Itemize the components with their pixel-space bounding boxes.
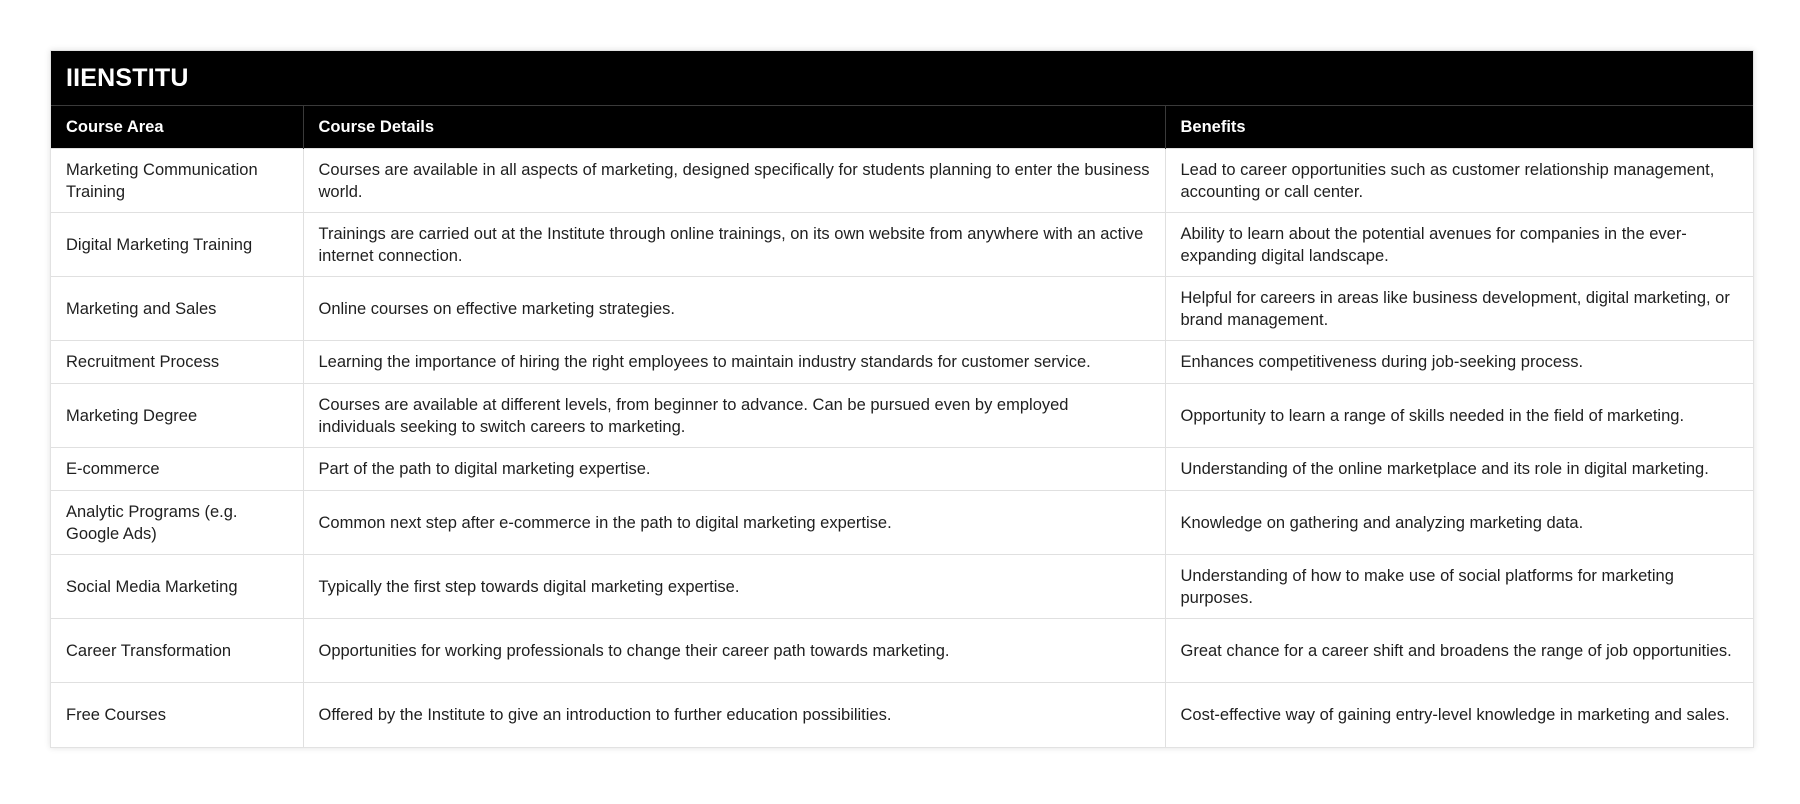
benefits-cell: Lead to career opportunities such as customer relationship management, accounting or call center. xyxy=(1165,149,1753,213)
course-area-cell: E-commerce xyxy=(51,448,303,491)
column-header-course-area: Course Area xyxy=(51,106,303,149)
course-details-cell: Common next step after e-commerce in the path to digital marketing expertise. xyxy=(303,491,1165,555)
course-details-cell: Trainings are carried out at the Institute through online trainings, on its own website from anywhere with an active internet connection. xyxy=(303,213,1165,277)
table-row xyxy=(51,619,1753,683)
course-details-cell: Offered by the Institute to give an introduction to further education possibilities. xyxy=(303,683,1165,747)
course-details-cell: Courses are available at different levels, from beginner to advance. Can be pursued even by employed individuals seeking to switch careers to marketing. xyxy=(303,384,1165,448)
table-row xyxy=(51,448,1753,491)
course-area-cell: Free Courses xyxy=(51,683,303,747)
course-area-cell: Career Transformation xyxy=(51,619,303,683)
benefits-cell: Enhances competitiveness during job-seeking process. xyxy=(1165,341,1753,384)
benefits-cell: Opportunity to learn a range of skills needed in the field of marketing. xyxy=(1165,384,1753,448)
course-table-container xyxy=(50,50,1754,748)
column-header-course-details: Course Details xyxy=(303,106,1165,149)
benefits-cell: Helpful for careers in areas like business development, digital marketing, or brand management. xyxy=(1165,277,1753,341)
course-details-cell: Online courses on effective marketing strategies. xyxy=(303,277,1165,341)
column-header-benefits: Benefits xyxy=(1165,106,1753,149)
course-area-cell: Recruitment Process xyxy=(51,341,303,384)
course-area-cell: Marketing and Sales xyxy=(51,277,303,341)
course-details-cell: Part of the path to digital marketing expertise. xyxy=(303,448,1165,491)
course-details-cell: Learning the importance of hiring the right employees to maintain industry standards for customer service. xyxy=(303,341,1165,384)
table-row xyxy=(51,683,1753,747)
table-row xyxy=(51,491,1753,555)
table-row xyxy=(51,341,1753,384)
course-area-cell: Social Media Marketing xyxy=(51,555,303,619)
benefits-cell: Ability to learn about the potential avenues for companies in the ever-expanding digital landscape. xyxy=(1165,213,1753,277)
table-row xyxy=(51,149,1753,213)
course-area-cell: Marketing Communication Training xyxy=(51,149,303,213)
course-details-cell: Courses are available in all aspects of marketing, designed specifically for students planning to enter the business world. xyxy=(303,149,1165,213)
table-row xyxy=(51,555,1753,619)
course-area-cell: Digital Marketing Training xyxy=(51,213,303,277)
benefits-cell: Understanding of how to make use of social platforms for marketing purposes. xyxy=(1165,555,1753,619)
course-area-cell: Marketing Degree xyxy=(51,384,303,448)
table-title-row xyxy=(51,51,1753,106)
table-header-row xyxy=(51,106,1753,149)
table-row xyxy=(51,213,1753,277)
course-details-cell: Typically the first step towards digital marketing expertise. xyxy=(303,555,1165,619)
table-row xyxy=(51,384,1753,448)
benefits-cell: Cost-effective way of gaining entry-level knowledge in marketing and sales. xyxy=(1165,683,1753,747)
course-area-cell: Analytic Programs (e.g. Google Ads) xyxy=(51,491,303,555)
benefits-cell: Knowledge on gathering and analyzing marketing data. xyxy=(1165,491,1753,555)
course-details-cell: Opportunities for working professionals to change their career path towards marketing. xyxy=(303,619,1165,683)
course-table xyxy=(51,51,1753,747)
table-title: IIENSTITU xyxy=(51,51,1753,106)
benefits-cell: Understanding of the online marketplace and its role in digital marketing. xyxy=(1165,448,1753,491)
table-row xyxy=(51,277,1753,341)
benefits-cell: Great chance for a career shift and broadens the range of job opportunities. xyxy=(1165,619,1753,683)
